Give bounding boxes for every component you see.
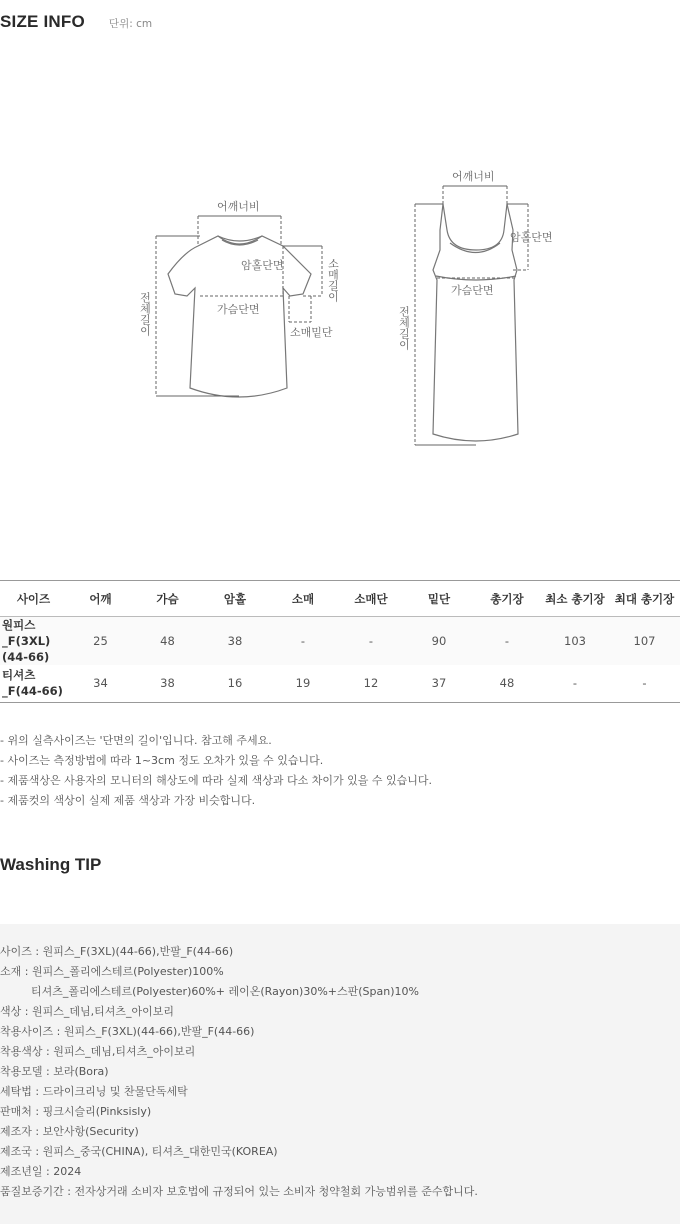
info-line: 착용색상 : 원피스_데님,티셔츠_아이보리 xyxy=(0,1045,196,1058)
table-cell: 90 xyxy=(405,617,473,666)
dress-armhole-label: 암홀단면 xyxy=(510,231,553,244)
table-cell: - xyxy=(473,617,541,666)
size-info-title: SIZE INFO xyxy=(0,12,85,31)
note-item: - 위의 실측사이즈는 '단면의 길이'입니다. 참고해 주세요. xyxy=(0,734,272,747)
table-cell: 38 xyxy=(134,665,201,702)
dress-shoulder-label: 어깨너비 xyxy=(452,170,495,183)
table-cell: - xyxy=(269,617,337,666)
tshirt-sleeve-length-label: 소매길이 xyxy=(326,258,340,302)
size-table-header xyxy=(0,581,680,617)
col-header: 밑단 xyxy=(405,581,473,617)
col-header: 암홀 xyxy=(201,581,269,617)
washing-tip-title: Washing TIP xyxy=(0,855,102,874)
info-line: 제조년일 : 2024 xyxy=(0,1165,82,1178)
info-line: 제조국 : 원피스_중국(CHINA), 티셔츠_대한민국(KOREA) xyxy=(0,1145,278,1158)
col-header: 총기장 xyxy=(473,581,541,617)
garment-illustrations xyxy=(0,150,680,470)
col-header: 최소 총기장 xyxy=(541,581,609,617)
size-notes xyxy=(0,731,432,811)
row-size-label: 티셔츠_F(44-66) xyxy=(0,665,67,702)
info-line: 제조자 : 보안사항(Security) xyxy=(0,1125,139,1138)
col-header: 소매단 xyxy=(337,581,405,617)
info-line: 사이즈 : 원피스_F(3XL)(44-66),반팔_F(44-66) xyxy=(0,945,234,958)
size-info-header xyxy=(0,12,152,36)
info-line: 색상 : 원피스_데님,티셔츠_아이보리 xyxy=(0,1005,174,1018)
table-cell: 38 xyxy=(201,617,269,666)
info-line: 착용모델 : 보라(Bora) xyxy=(0,1065,109,1078)
info-line: 품질보증기간 : 전자상거래 소비자 보호법에 규정되어 있는 소비자 청약철회 가능범위를 준수합니다. xyxy=(0,1185,478,1198)
note-item: - 사이즈는 측정방법에 따라 1~3cm 정도 오차가 있을 수 있습니다. xyxy=(0,754,324,767)
table-row xyxy=(0,665,680,702)
table-cell: 12 xyxy=(337,665,405,702)
table-cell: 37 xyxy=(405,665,473,702)
table-cell: 48 xyxy=(134,617,201,666)
info-line: 판매처 : 핑크시슬리(Pinksisly) xyxy=(0,1105,152,1118)
dress-measure-lines xyxy=(415,186,528,445)
col-header: 어깨 xyxy=(67,581,134,617)
col-header: 가슴 xyxy=(134,581,201,617)
table-cell: 25 xyxy=(67,617,134,666)
row-size-label: 원피스_F(3XL)(44-66) xyxy=(0,617,67,666)
size-table xyxy=(0,580,680,703)
tshirt-total-length-label: 전체길이 xyxy=(138,292,152,336)
note-item: - 제품컷의 색상이 실제 제품 색상과 가장 비슷합니다. xyxy=(0,794,256,807)
info-line: 소재 : 원피스_폴리에스테르(Polyester)100% xyxy=(0,965,224,978)
table-cell: - xyxy=(541,665,609,702)
table-cell: 16 xyxy=(201,665,269,702)
info-line: 티셔츠_폴리에스테르(Polyester)60%+ 레이온(Rayon)30%+스판(Span)10% xyxy=(31,985,419,998)
col-header: 소매 xyxy=(269,581,337,617)
dress-total-length-label: 전체길이 xyxy=(397,306,411,350)
col-header: 사이즈 xyxy=(0,581,67,617)
tshirt-shoulder-label: 어깨너비 xyxy=(217,200,260,213)
dress-illustration xyxy=(433,204,518,441)
product-info-box xyxy=(0,924,680,1224)
table-cell: 19 xyxy=(269,665,337,702)
table-cell: 34 xyxy=(67,665,134,702)
tshirt-chest-label: 가슴단면 xyxy=(217,303,260,316)
size-diagram xyxy=(0,150,680,470)
info-line: 착용사이즈 : 원피스_F(3XL)(44-66),반팔_F(44-66) xyxy=(0,1025,255,1038)
table-cell: - xyxy=(609,665,680,702)
table-row xyxy=(0,617,680,666)
table-cell: - xyxy=(337,617,405,666)
tshirt-armhole-label: 암홀단면 xyxy=(241,259,284,272)
table-cell: 103 xyxy=(541,617,609,666)
dress-chest-label: 가슴단면 xyxy=(451,284,494,297)
tshirt-cuff-label: 소매밑단 xyxy=(290,326,333,339)
col-header: 최대 총기장 xyxy=(609,581,680,617)
note-item: - 제품색상은 사용자의 모니터의 해상도에 따라 실제 색상과 다소 차이가 있을 수 있습니다. xyxy=(0,774,432,787)
table-cell: 48 xyxy=(473,665,541,702)
tshirt-illustration xyxy=(168,236,311,397)
info-line: 세탁법 : 드라이크리닝 및 찬물단독세탁 xyxy=(0,1085,188,1098)
table-cell: 107 xyxy=(609,617,680,666)
unit-label: 단위: cm xyxy=(108,18,153,30)
